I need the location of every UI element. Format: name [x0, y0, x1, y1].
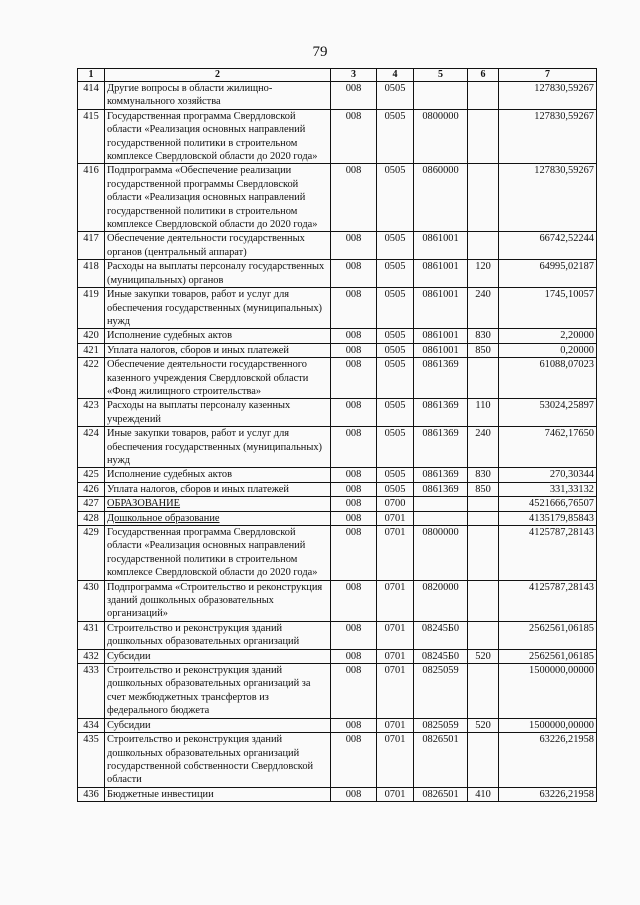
row-number: 423 — [78, 399, 105, 427]
row-code-5: 08245Б0 — [414, 649, 468, 663]
row-code-5: 0800000 — [414, 526, 468, 581]
row-name: ОБРАЗОВАНИЕ — [105, 497, 331, 511]
row-code-6 — [468, 497, 499, 511]
row-amount: 7462,17650 — [499, 427, 597, 468]
row-number: 434 — [78, 718, 105, 732]
row-code-6 — [468, 164, 499, 232]
row-number: 416 — [78, 164, 105, 232]
row-code-6 — [468, 511, 499, 525]
row-name: Другие вопросы в области жилищно-коммунального хозяйства — [105, 82, 331, 110]
row-code-3: 008 — [331, 232, 377, 260]
row-name: Бюджетные инвестиции — [105, 787, 331, 801]
row-code-4: 0505 — [377, 232, 414, 260]
table-row — [78, 343, 597, 357]
row-name: Строительство и реконструкция зданий дошкольных образовательных организаций за счет межбюджетных трансфертов из федерального бюджета — [105, 664, 331, 719]
row-amount: 4125787,28143 — [499, 580, 597, 621]
row-code-4: 0701 — [377, 580, 414, 621]
row-name: Строительство и реконструкция зданий дошкольных образовательных организаций — [105, 621, 331, 649]
table-row — [78, 109, 597, 164]
table-row — [78, 427, 597, 468]
table-row — [78, 468, 597, 482]
table-row — [78, 329, 597, 343]
row-code-4: 0505 — [377, 288, 414, 329]
row-code-6: 830 — [468, 468, 499, 482]
row-code-4: 0701 — [377, 718, 414, 732]
row-number: 431 — [78, 621, 105, 649]
row-code-5: 0800000 — [414, 109, 468, 164]
row-number: 430 — [78, 580, 105, 621]
row-number: 418 — [78, 260, 105, 288]
row-code-4: 0701 — [377, 733, 414, 788]
row-code-3: 008 — [331, 82, 377, 110]
row-amount: 2562561,06185 — [499, 649, 597, 663]
table-row — [78, 358, 597, 399]
row-code-5: 0826501 — [414, 733, 468, 788]
row-code-6: 520 — [468, 718, 499, 732]
row-name: Государственная программа Свердловской области «Реализация основных направлений государственной политики в строительном комплексе Свердловской области до 2020 года» — [105, 526, 331, 581]
row-code-3: 008 — [331, 511, 377, 525]
row-number: 425 — [78, 468, 105, 482]
row-code-4: 0701 — [377, 787, 414, 801]
row-code-4: 0505 — [377, 329, 414, 343]
row-code-6: 520 — [468, 649, 499, 663]
row-number: 414 — [78, 82, 105, 110]
table-row — [78, 232, 597, 260]
row-code-5: 0861001 — [414, 232, 468, 260]
row-number: 426 — [78, 482, 105, 496]
table-row — [78, 260, 597, 288]
row-code-4: 0700 — [377, 497, 414, 511]
row-code-3: 008 — [331, 649, 377, 663]
row-code-3: 008 — [331, 787, 377, 801]
table-row — [78, 164, 597, 232]
table-row — [78, 787, 597, 801]
row-name: Иные закупки товаров, работ и услуг для обеспечения государственных (муниципальных) нужд — [105, 427, 331, 468]
table-row — [78, 621, 597, 649]
row-code-6: 240 — [468, 427, 499, 468]
row-amount: 127830,59267 — [499, 109, 597, 164]
row-code-5: 0861369 — [414, 482, 468, 496]
table-row — [78, 526, 597, 581]
row-code-5 — [414, 497, 468, 511]
row-code-6 — [468, 580, 499, 621]
row-code-6 — [468, 733, 499, 788]
header-col-7: 7 — [499, 69, 597, 82]
row-code-4: 0701 — [377, 664, 414, 719]
row-code-3: 008 — [331, 399, 377, 427]
row-code-3: 008 — [331, 109, 377, 164]
row-code-5: 0861369 — [414, 468, 468, 482]
row-code-6 — [468, 109, 499, 164]
row-amount: 4125787,28143 — [499, 526, 597, 581]
row-number: 415 — [78, 109, 105, 164]
row-name: Подпрограмма «Строительство и реконструкция зданий дошкольных образовательных организаций» — [105, 580, 331, 621]
row-amount: 63226,21958 — [499, 787, 597, 801]
table-row — [78, 649, 597, 663]
table-row — [78, 580, 597, 621]
row-code-3: 008 — [331, 427, 377, 468]
row-code-3: 008 — [331, 733, 377, 788]
row-name: Обеспечение деятельности государственного казенного учреждения Свердловской области «Фонд жилищного строительства» — [105, 358, 331, 399]
row-code-4: 0505 — [377, 164, 414, 232]
row-name: Дошкольное образование — [105, 511, 331, 525]
row-code-6 — [468, 664, 499, 719]
row-number: 420 — [78, 329, 105, 343]
row-number: 433 — [78, 664, 105, 719]
row-name: Исполнение судебных актов — [105, 329, 331, 343]
row-code-3: 008 — [331, 482, 377, 496]
row-number: 422 — [78, 358, 105, 399]
row-code-3: 008 — [331, 664, 377, 719]
row-code-6: 830 — [468, 329, 499, 343]
row-name: Субсидии — [105, 718, 331, 732]
row-code-5: 0825059 — [414, 664, 468, 719]
row-amount: 61088,07023 — [499, 358, 597, 399]
row-code-6: 410 — [468, 787, 499, 801]
header-col-2: 2 — [105, 69, 331, 82]
header-row — [78, 69, 597, 82]
row-name: Уплата налогов, сборов и иных платежей — [105, 482, 331, 496]
row-code-3: 008 — [331, 164, 377, 232]
row-amount: 127830,59267 — [499, 82, 597, 110]
row-code-5: 0861001 — [414, 288, 468, 329]
row-code-3: 008 — [331, 497, 377, 511]
table-row — [78, 511, 597, 525]
row-code-5: 0861369 — [414, 399, 468, 427]
row-code-4: 0505 — [377, 427, 414, 468]
row-amount: 1745,10057 — [499, 288, 597, 329]
header-col-3: 3 — [331, 69, 377, 82]
row-code-3: 008 — [331, 343, 377, 357]
row-amount: 1500000,00000 — [499, 718, 597, 732]
row-name: Иные закупки товаров, работ и услуг для обеспечения государственных (муниципальных) нужд — [105, 288, 331, 329]
row-code-4: 0701 — [377, 621, 414, 649]
row-code-5: 0860000 — [414, 164, 468, 232]
row-amount: 0,20000 — [499, 343, 597, 357]
row-code-5: 0861369 — [414, 358, 468, 399]
row-amount: 64995,02187 — [499, 260, 597, 288]
row-amount: 4135179,85843 — [499, 511, 597, 525]
row-code-6: 240 — [468, 288, 499, 329]
row-name: Субсидии — [105, 649, 331, 663]
row-number: 419 — [78, 288, 105, 329]
row-code-5: 0820000 — [414, 580, 468, 621]
row-code-3: 008 — [331, 468, 377, 482]
row-code-4: 0505 — [377, 468, 414, 482]
page-number: 79 — [312, 44, 328, 60]
row-number: 432 — [78, 649, 105, 663]
row-number: 429 — [78, 526, 105, 581]
table-row — [78, 482, 597, 496]
row-code-4: 0505 — [377, 109, 414, 164]
table-body — [78, 82, 597, 802]
row-code-5: 0861001 — [414, 260, 468, 288]
table-row — [78, 733, 597, 788]
row-code-5: 0826501 — [414, 787, 468, 801]
row-name: Государственная программа Свердловской области «Реализация основных направлений государственной политики в строительном комплексе Свердловской области до 2020 года» — [105, 109, 331, 164]
row-code-6: 850 — [468, 482, 499, 496]
row-code-3: 008 — [331, 718, 377, 732]
row-code-6 — [468, 526, 499, 581]
table-row — [78, 288, 597, 329]
row-code-4: 0505 — [377, 82, 414, 110]
row-code-6 — [468, 232, 499, 260]
row-amount: 2,20000 — [499, 329, 597, 343]
budget-table — [77, 68, 597, 802]
row-code-3: 008 — [331, 526, 377, 581]
row-amount: 63226,21958 — [499, 733, 597, 788]
row-amount: 270,30344 — [499, 468, 597, 482]
row-code-4: 0701 — [377, 511, 414, 525]
row-number: 427 — [78, 497, 105, 511]
row-amount: 1500000,00000 — [499, 664, 597, 719]
row-amount: 2562561,06185 — [499, 621, 597, 649]
row-code-5: 0825059 — [414, 718, 468, 732]
header-col-4: 4 — [377, 69, 414, 82]
row-number: 424 — [78, 427, 105, 468]
row-code-5: 08245Б0 — [414, 621, 468, 649]
row-name: Обеспечение деятельности государственных органов (центральный аппарат) — [105, 232, 331, 260]
row-code-5 — [414, 511, 468, 525]
row-code-5: 0861001 — [414, 343, 468, 357]
table-row — [78, 82, 597, 110]
row-code-6: 120 — [468, 260, 499, 288]
row-number: 428 — [78, 511, 105, 525]
row-code-4: 0505 — [377, 482, 414, 496]
row-name: Уплата налогов, сборов и иных платежей — [105, 343, 331, 357]
row-number: 436 — [78, 787, 105, 801]
row-code-3: 008 — [331, 288, 377, 329]
row-code-4: 0505 — [377, 343, 414, 357]
row-code-3: 008 — [331, 260, 377, 288]
row-number: 435 — [78, 733, 105, 788]
row-amount: 53024,25897 — [499, 399, 597, 427]
row-code-6 — [468, 621, 499, 649]
row-code-4: 0505 — [377, 260, 414, 288]
row-code-5 — [414, 82, 468, 110]
row-name: Строительство и реконструкция зданий дошкольных образовательных организаций государственной собственности Свердловской области — [105, 733, 331, 788]
row-name: Расходы на выплаты персоналу государственных (муниципальных) органов — [105, 260, 331, 288]
row-code-3: 008 — [331, 329, 377, 343]
row-amount: 4521666,76507 — [499, 497, 597, 511]
row-amount: 66742,52244 — [499, 232, 597, 260]
table-row — [78, 399, 597, 427]
row-code-6: 850 — [468, 343, 499, 357]
header-col-6: 6 — [468, 69, 499, 82]
row-code-4: 0701 — [377, 526, 414, 581]
row-amount: 127830,59267 — [499, 164, 597, 232]
table-row — [78, 664, 597, 719]
row-number: 421 — [78, 343, 105, 357]
row-code-4: 0505 — [377, 399, 414, 427]
table-row — [78, 718, 597, 732]
row-code-5: 0861001 — [414, 329, 468, 343]
row-code-6 — [468, 358, 499, 399]
table-row — [78, 497, 597, 511]
row-code-3: 008 — [331, 621, 377, 649]
row-code-5: 0861369 — [414, 427, 468, 468]
row-code-3: 008 — [331, 580, 377, 621]
row-name: Расходы на выплаты персоналу казенных учреждений — [105, 399, 331, 427]
row-code-3: 008 — [331, 358, 377, 399]
row-amount: 331,33132 — [499, 482, 597, 496]
header-col-5: 5 — [414, 69, 468, 82]
header-col-1: 1 — [78, 69, 105, 82]
row-number: 417 — [78, 232, 105, 260]
row-name: Подпрограмма «Обеспечение реализации государственной программы Свердловской области «Реализация основных направлений государственной политики в строительном комплексе Свердловской области до 2020 года» — [105, 164, 331, 232]
row-code-6 — [468, 82, 499, 110]
row-code-6: 110 — [468, 399, 499, 427]
row-code-4: 0701 — [377, 649, 414, 663]
row-name: Исполнение судебных актов — [105, 468, 331, 482]
row-code-4: 0505 — [377, 358, 414, 399]
